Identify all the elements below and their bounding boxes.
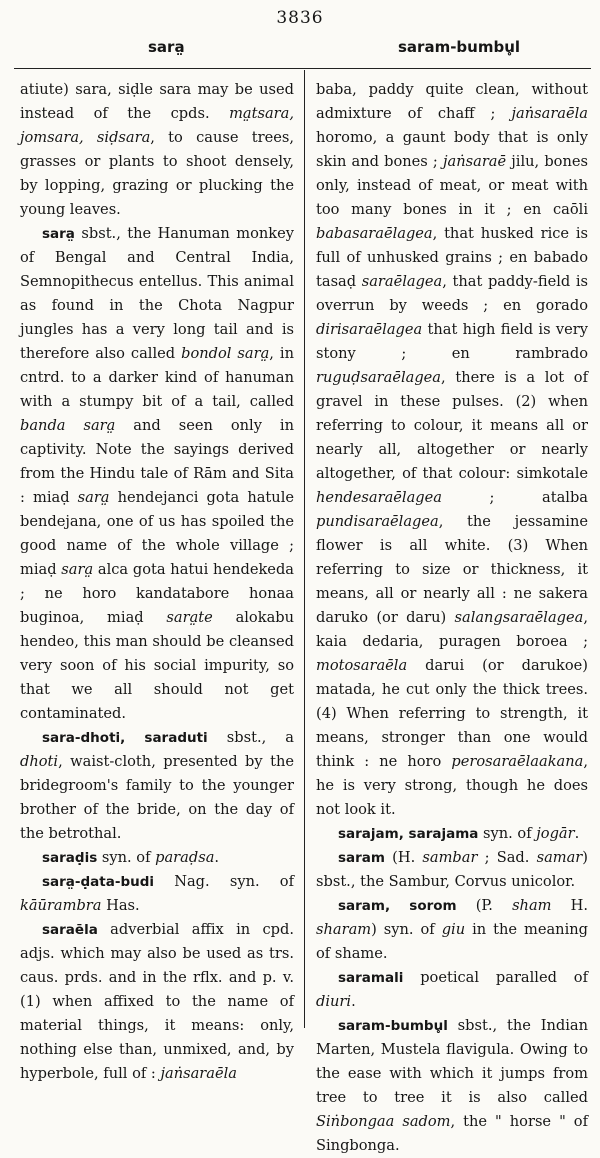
italic-term: motosaraēla xyxy=(316,657,408,674)
italic-term: sharam xyxy=(316,921,372,938)
headword: saram-bumbu̥l xyxy=(338,1018,448,1034)
headword: saraēla xyxy=(42,922,98,938)
headword: sara̤ xyxy=(42,226,75,242)
entry-saradis: saraḍis syn. of paraḍsa. xyxy=(42,849,220,866)
italic-term: sara̤ xyxy=(61,561,94,578)
italic-term: bondol sara̤ xyxy=(181,345,270,362)
entry-sara-data-budi: sara̤-ḍata-budi Nag. syn. of kāūrambra Has. xyxy=(20,873,294,914)
italic-term: saraēlagea xyxy=(361,273,443,290)
column-divider xyxy=(304,70,305,1028)
italic-term: hendesaraēlagea xyxy=(316,489,442,506)
italic-term: banda sara̤ xyxy=(20,417,116,434)
entry-continuation: atiute) sara, siḍle sara may be used instead of the cpds. ma̤tsara, jomsara, siḍsara, to cause trees, grasses or plants to shoot densely, by lopping, grazing or plucking the young leaves. xyxy=(20,81,294,218)
entry-saraela-continued: baba, paddy quite clean, without admixture of chaff ; jaṅsaraēla horomo, a gaunt body that is only skin and bones ; jaṅsaraē jilu, bones only, instead of meat, or meat with too many bones in it ; en caōli babasaraēlagea, that husked rice is full of unhusked grains ; en babado tasaḍ saraēlagea, that paddy-field is overrun by weeds ; en gorado dirisaraēlagea that high field is very stony ; en rambrado ruguḍsaraēlagea, there is a lot of gravel in these pulses. (2) when referring to colour, it means all or nearly all, altogether or nearly altogether, of that colour: simkotale hendesaraēlagea ; atalba pundisaraēlagea, the jessamine flower is all white. (3) When referring to size or thickness, it means, all or nearly all : ne sakera daruko (or daru) salangsaraēlagea, kaia dedaria, puragen boroea ; motosaraēla darui (or darukoe) matada, he cut only the thick trees. (4) When referring to strength, it means, stronger than one would think : ne horo perosaraēlaakana, he is very strong, though he does not look it. xyxy=(316,81,588,818)
entry-sarajam: sarajam, sarajama syn. of jogār. xyxy=(338,825,580,842)
italic-term: jogār xyxy=(536,825,575,842)
entry-saram-shame: saram, sorom (P. sham H. sharam) syn. of giu in the meaning of shame. xyxy=(316,897,588,962)
entry-saraela: saraēla adverbial affix in cpd. adjs. which may also be used as trs. caus. prds. and in the rflx. and p. v. (1) when affixed to the name of material things, it means: only, nothing else than, unmixed, and, by hyperbole, full of : jaṅsaraēla xyxy=(20,921,294,1082)
italic-term: sambar xyxy=(422,849,478,866)
headword: sarajam, sarajama xyxy=(338,826,479,842)
page-number: 3836 xyxy=(276,8,324,28)
italic-term: jaṅsaraē xyxy=(443,153,507,170)
italic-term: dhoti xyxy=(20,753,59,770)
headword: saramali xyxy=(338,970,404,986)
italic-term: paraḍsa xyxy=(155,849,215,866)
italic-term: Siṅbongaa sadom xyxy=(316,1113,451,1130)
headword: saram xyxy=(338,850,385,866)
header-rule xyxy=(14,68,591,69)
headword: sara-dhoti, saraduti xyxy=(42,730,208,746)
italic-term: ma̤tsara, jomsara, siḍsara xyxy=(20,105,294,146)
italic-term: diuri xyxy=(316,993,352,1010)
italic-term: sara̤te xyxy=(166,609,213,626)
italic-term: jaṅsaraēla xyxy=(160,1065,237,1082)
italic-term: jaṅsaraēla xyxy=(511,105,588,122)
running-header-left: sara̤ xyxy=(148,38,185,56)
running-header-right: saram-bumbu̥l xyxy=(398,38,521,56)
italic-term: pundisaraēlagea xyxy=(316,513,439,530)
italic-term: sara̤ xyxy=(77,489,110,506)
italic-term: perosaraēlaakana xyxy=(451,753,584,770)
italic-term: babasaraēlagea xyxy=(316,225,433,242)
italic-term: dirisaraēlagea xyxy=(316,321,423,338)
entry-sara-monkey: sara̤ sbst., the Hanuman monkey of Bengal and Central India, Semnopithecus entellus. This animal as found in the Chota Nagpur jungles has a very long tail and is therefore also called bondol sara̤, in cntrd. to a darker kind of hanuman with a stumpy bit of a tail, called banda sara̤ and seen only in captivity. Note the sayings derived from the Hindu tale of Rām and Sita : miaḍ sara̤ hendejanci gota hatule bendejana, one of us has spoiled the good name of the whole village ; miaḍ sara̤ alca gota hatui hendekeda ; ne horo kandatabore honaa buginoa, miaḍ sara̤te alokabu hendeo, this man should be cleansed very soon of his social impurity, so that we all should not get contaminated. xyxy=(20,225,295,722)
italic-term: salangsaraēlagea xyxy=(454,609,584,626)
entry-saramali: saramali poetical paralled of diuri. xyxy=(316,969,588,1010)
italic-term: ruguḍsaraēlagea xyxy=(316,369,442,386)
right-column xyxy=(316,78,588,1158)
headword: saraḍis xyxy=(42,850,98,866)
entry-saram-bumbul: saram-bumbu̥l sbst., the Indian Marten, Mustela flavigula. Owing to the ease with which it jumps from tree to tree it is also called Siṅbongaa sadom, the " horse " of Singbonga. xyxy=(316,1017,588,1154)
headword: saram, sorom xyxy=(338,898,457,914)
entry-saram-sambur: saram (H. sambar ; Sad. samar) sbst., the Sambur, Corvus unicolor. xyxy=(316,849,588,890)
headword: sara̤-ḍata-budi xyxy=(42,874,155,890)
left-column xyxy=(20,78,294,1086)
italic-term: kāūrambra xyxy=(20,897,102,914)
entry-sara-dhoti: sara-dhoti, saraduti sbst., a dhoti, waist-cloth, presented by the bridegroom's family to the younger brother of the bride, on the day of the betrothal. xyxy=(20,729,294,842)
italic-term: giu xyxy=(441,921,466,938)
italic-term: samar xyxy=(536,849,583,866)
italic-term: sham xyxy=(512,897,552,914)
